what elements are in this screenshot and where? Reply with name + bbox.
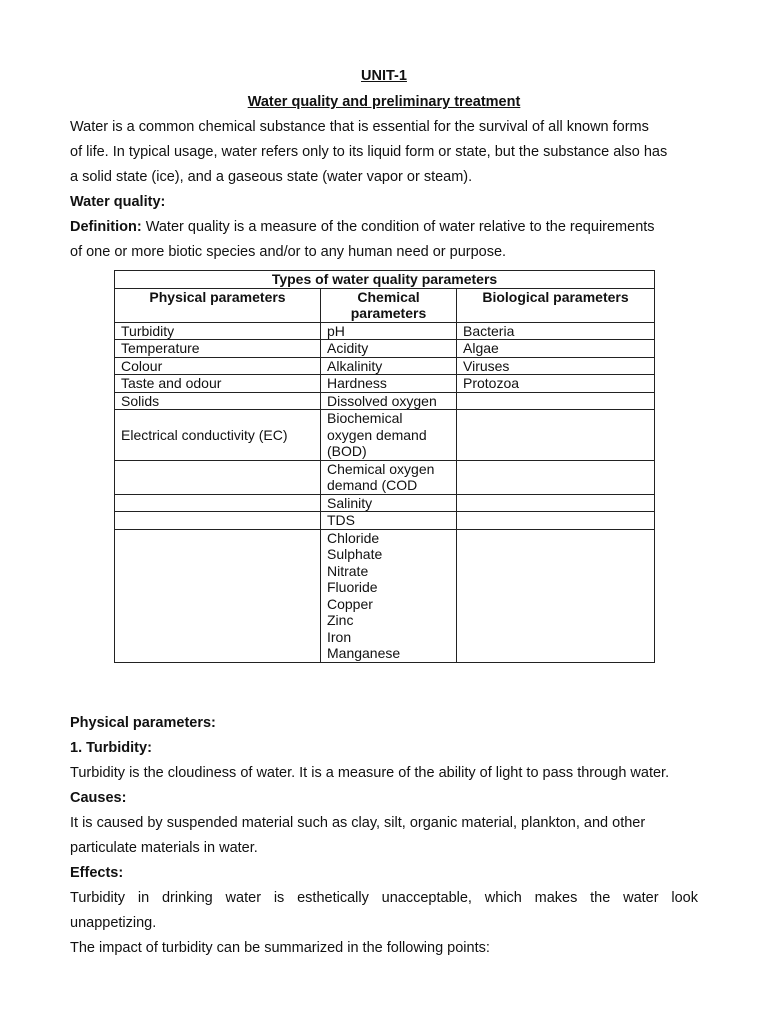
table-cell: Protozoa xyxy=(457,375,655,393)
chem-list-item: Nitrate xyxy=(327,562,369,579)
table-cell: Bacteria xyxy=(457,322,655,340)
effects-heading: Effects: xyxy=(70,865,124,881)
causes-paragraph xyxy=(70,811,698,861)
header-chemical: Chemical parameters xyxy=(321,288,457,322)
chem-list-item: Sulphate xyxy=(327,546,383,562)
impact-line: The impact of turbidity can be summarized in the following points: xyxy=(70,940,490,956)
turbidity-heading: 1. Turbidity: xyxy=(70,740,152,756)
causes-heading: Causes: xyxy=(70,790,127,806)
table-row xyxy=(115,357,655,375)
table-cell xyxy=(115,529,321,662)
table-row xyxy=(115,340,655,358)
chem-list-item: Fluoride xyxy=(327,579,378,595)
table-row xyxy=(115,529,655,662)
table-cell: Biochemical oxygen demand (BOD) xyxy=(321,410,457,461)
intro-line-1: Water is a common chemical substance that is essential for the survival of all known forms xyxy=(70,119,649,135)
table-cell: Electrical conductivity (EC) xyxy=(115,410,321,461)
table-cell: Dissolved oxygen xyxy=(321,392,457,410)
chapter-title: Water quality and preliminary treatment xyxy=(247,94,521,110)
chem-list-item: Manganese xyxy=(327,645,401,661)
table-cell xyxy=(115,512,321,530)
table-row xyxy=(115,392,655,410)
effects-line-1: Turbidity in drinking water is esthetically unacceptable, which makes the water look xyxy=(70,890,698,906)
table-cell xyxy=(115,460,321,494)
chem-list-item: Zinc xyxy=(327,612,354,628)
definition-line-1 xyxy=(70,215,698,240)
table-cell: Hardness xyxy=(321,375,457,393)
effects-paragraph xyxy=(70,886,698,936)
chem-list-item: Iron xyxy=(327,628,352,645)
table-cell: Temperature xyxy=(115,340,321,358)
turbidity-definition: Turbidity is the cloudiness of water. It is a measure of the ability of light to pass through water. xyxy=(70,765,670,781)
table-cell: pH xyxy=(321,322,457,340)
table-row xyxy=(115,322,655,340)
table-cell: Taste and odour xyxy=(115,375,321,393)
table-cell xyxy=(457,494,655,512)
definition-text: Water quality is a measure of the condition of water relative to the requirements xyxy=(141,219,655,235)
table-cell: Algae xyxy=(457,340,655,358)
header-biological: Biological parameters xyxy=(457,288,655,322)
table-row xyxy=(115,375,655,393)
table-row xyxy=(115,460,655,494)
table-cell: Salinity xyxy=(321,494,457,512)
intro-paragraph xyxy=(70,115,698,190)
intro-line-3: a solid state (ice), and a gaseous state (water vapor or steam). xyxy=(70,169,473,185)
table-cell xyxy=(115,494,321,512)
table-row xyxy=(115,494,655,512)
definition-paragraph xyxy=(70,215,698,265)
effects-line-2: unappetizing. xyxy=(70,915,157,931)
table-header-row xyxy=(115,288,655,322)
physical-parameters-heading: Physical parameters: xyxy=(70,715,216,731)
table-cell: Colour xyxy=(115,357,321,375)
table-cell: Acidity xyxy=(321,340,457,358)
water-quality-heading: Water quality: xyxy=(70,194,166,210)
table-cell xyxy=(457,512,655,530)
table-title: Types of water quality parameters xyxy=(115,271,655,289)
table-cell xyxy=(457,529,655,662)
chemical-list-cell xyxy=(321,529,457,662)
intro-line-2: of life. In typical usage, water refers only to its liquid form or state, but the substance also has xyxy=(70,144,668,160)
definition-line-2: of one or more biotic species and/or to any human need or purpose. xyxy=(70,244,507,260)
unit-heading: UNIT-1 xyxy=(361,68,407,84)
definition-label: Definition: xyxy=(70,219,142,235)
table-cell: TDS xyxy=(321,512,457,530)
causes-line-1: It is caused by suspended material such as clay, silt, organic material, plankton, and other xyxy=(70,815,646,831)
table-cell: Solids xyxy=(115,392,321,410)
table-cell xyxy=(457,410,655,461)
header-physical: Physical parameters xyxy=(115,288,321,322)
causes-line-2: particulate materials in water. xyxy=(70,840,258,856)
table-cell xyxy=(457,392,655,410)
table-cell: Viruses xyxy=(457,357,655,375)
chem-list-item: Copper xyxy=(327,595,373,612)
table-cell: Alkalinity xyxy=(321,357,457,375)
table-cell: Chemical oxygen demand (COD xyxy=(321,460,457,494)
table-cell xyxy=(457,460,655,494)
table-cell: Turbidity xyxy=(115,322,321,340)
table-title-row xyxy=(115,271,655,289)
chem-list-item: Chloride xyxy=(327,529,380,546)
table-row xyxy=(115,410,655,461)
table-row xyxy=(115,512,655,530)
parameters-table xyxy=(114,270,655,663)
